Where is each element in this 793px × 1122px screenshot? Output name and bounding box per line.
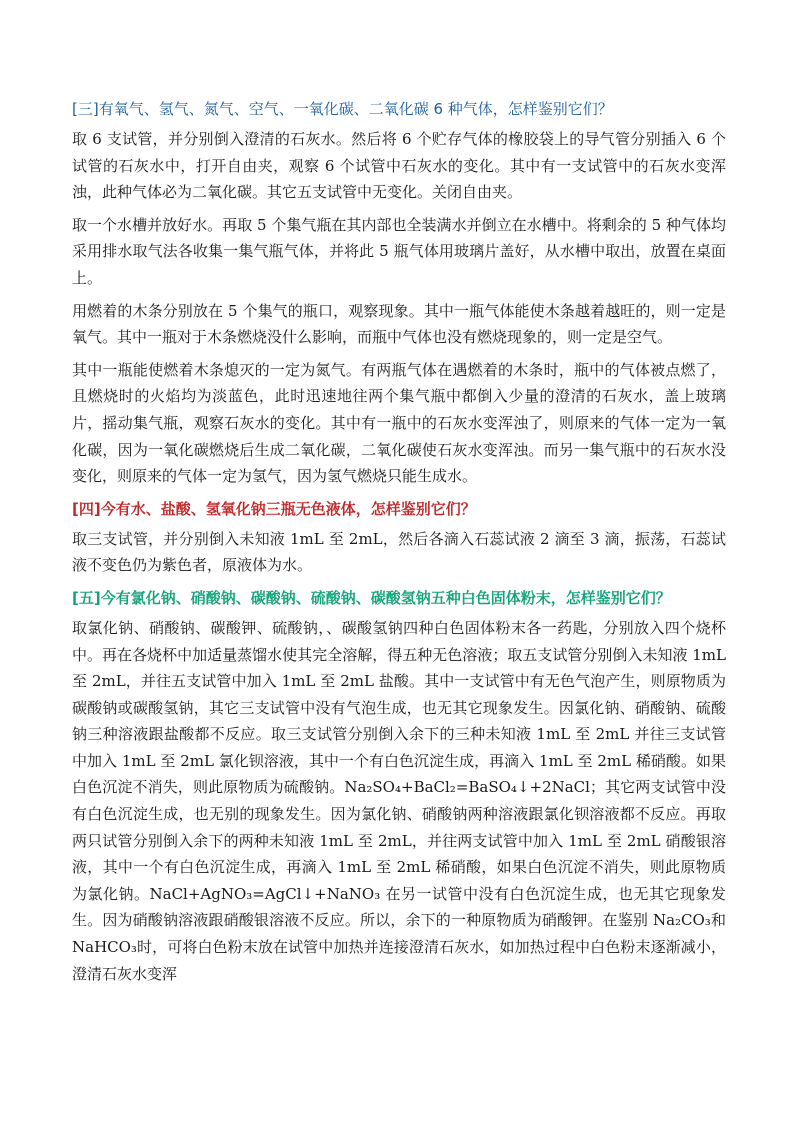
section-4-heading: [四]今有水、盐酸、氢氧化钠三瓶无色液体，怎样鉴别它们？ xyxy=(72,499,476,518)
section-3-heading: [三]有氧气、氢气、氮气、空气、一氧化碳、二氧化碳 6 种气体，怎样鉴别它们？ xyxy=(72,100,613,118)
document-page xyxy=(72,96,726,993)
section-5-paragraph: 取氯化钠、硝酸钠、碳酸钾、硫酸钠，、碳酸氢钠四种白色固体粉末各一药匙，分别放入四个烧杯中。再在各烧杯中加适量蒸馏水使其完全溶解，得五种无色溶液；取五支试管分别倒入未知液 1mL 至 2mL，并往五支试管中加入 1mL 至 2mL 盐酸。其中一支试管中有无色气泡产生，则原物质为碳酸钠或碳酸氢钠，其它三支试管中没有气泡生成，也无其它现象发生。因氯化钠、硝酸钠、硫酸钠三种溶液跟盐酸都不反应。取三支试管分别倒入余下的三种未知液 1mL 至 2mL 并往三支试管中加入 1mL 至 2mL 氯化钡溶液，其中一个有白色沉淀生成，再滴入 1mL 至 2mL 稀硝酸。如果白色沉淀不消失，则此原物质为硫酸钠。Na₂SO₄+BaCl₂=BaSO₄↓+2NaCl；其它两支试管中没有白色沉淀生成，也无别的现象发生。因为氯化钠、硝酸钠两种溶液跟氯化钡溶液都不反应。再取两只试管分别倒入余下的两种未知液 1mL 至 2mL，并往两支试管中加入 1mL 至 2mL 硝酸银溶液，其中一个有白色沉淀生成，再滴入 1mL 至 2mL 稀硝酸，如果白色沉淀不消失，则此原物质为氯化钠。NaCl+AgNO₃=AgCl↓+NaNO₃ 在另一试管中没有白色沉淀生成，也无其它现象发生。因为硝酸钠溶液跟硝酸银溶液不反应。所以，余下的一种原物质为硝酸钾。在鉴别 Na₂CO₃和 NaHCO₃时，可将白色粉末放在试管中加热并连接澄清石灰水，如加热过程中白色粉末逐渐减小，澄清石灰水变浑 xyxy=(72,618,726,983)
section-3-paragraph: 用燃着的木条分别放在 5 个集气的瓶口，观察现象。其中一瓶气体能使木条越着越旺的，则一定是氧气。其中一瓶对于木条燃烧没什么影响，而瓶中气体也没有燃烧现象的，则一定是空气。 xyxy=(72,301,726,347)
section-4-paragraph: 取三支试管，并分别倒入未知液 1mL 至 2mL，然后各滴入石蕊试液 2 滴至 3 滴，振荡，石蕊试液不变色仍为紫色者，原液体为水。 xyxy=(72,529,726,575)
section-3-paragraph: 取一个水槽并放好水。再取 5 个集气瓶在其内部也全装满水并倒立在水槽中。将剩余的 5 种气体均采用排水取气法各收集一集气瓶气体，并将此 5 瓶气体用玻璃片盖好，从水槽中取出，放置在桌面上。 xyxy=(72,215,726,287)
section-3-paragraph: 其中一瓶能使燃着木条熄灭的一定为氮气。有两瓶气体在遇燃着的木条时，瓶中的气体被点燃了，且燃烧时的火焰均为淡蓝色，此时迅速地往两个集气瓶中都倒入少量的澄清的石灰水，盖上玻璃片，摇动集气瓶，观察石灰水的变化。其中有一瓶中的石灰水变浑浊了，则原来的气体一定为一氧化碳，因为一氧化碳燃烧后生成二氧化碳，二氧化碳使石灰水变浑浊。而另一集气瓶中的石灰水没变化，则原来的气体一定为氢气，因为氢气燃烧只能生成水。 xyxy=(72,360,726,486)
section-5-heading: [五]今有氯化钠、硝酸钠、碳酸钠、硫酸钠、碳酸氢钠五种白色固体粉末，怎样鉴别它们？ xyxy=(72,588,671,607)
section-3-paragraph: 取 6 支试管，并分别倒入澄清的石灰水。然后将 6 个贮存气体的橡胶袋上的导气管分别插入 6 个试管的石灰水中，打开自由夹，观察 6 个试管中石灰水的变化。其中有一支试管中的石灰水变浑浊，此种气体必为二氧化碳。其它五支试管中无变化。关闭自由夹。 xyxy=(72,130,726,202)
